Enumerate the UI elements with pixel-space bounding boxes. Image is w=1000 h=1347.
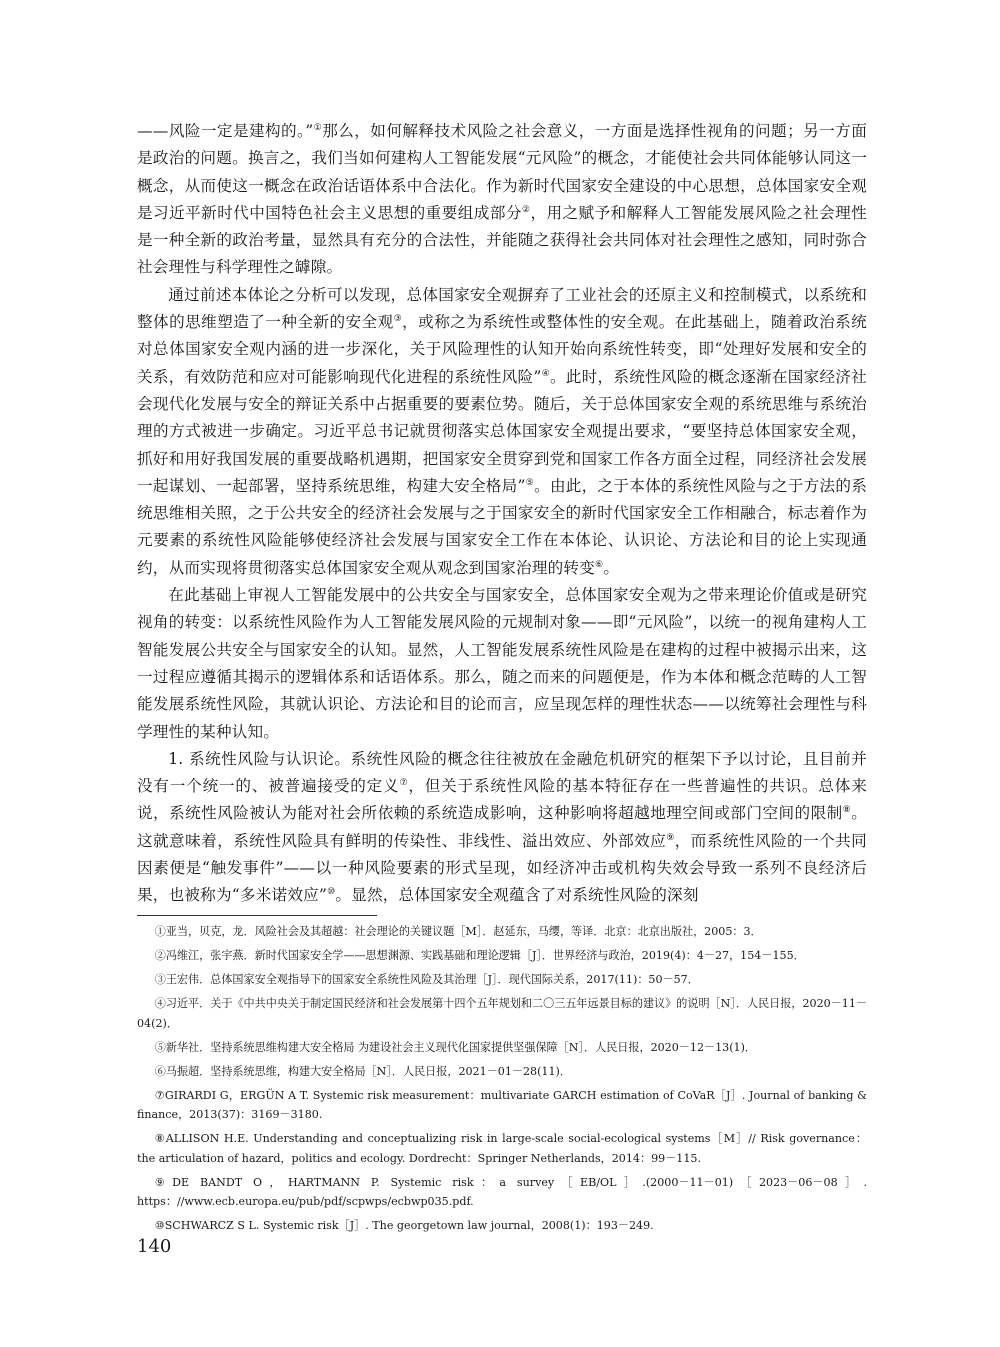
footnote-ref[interactable]: ⑥ <box>595 559 604 570</box>
footnote-ref[interactable]: ⑦ <box>399 777 409 788</box>
footnote-ref[interactable]: ③ <box>393 313 403 324</box>
text-span: 。由此，之于本体的系统性风险与之于方法的系统思维相关照，之于公共安全的经济社会发展与之于国家安全的新时代国家安全工作相融合，标志着作为元要素的系统性风险能够使经济社会发展与国家安全工作在本体论、认识论、方法论和目的论上实现通约，从而实现将贯彻落实总体国家安全观从观念到国家治理的转变 <box>137 476 867 577</box>
footnote-10: ⑩SCHWARCZ S L. Systemic risk［J］. The georgetown law journal，2008(1)：193－249. <box>154 1219 654 1232</box>
footnote-ref[interactable]: ⑧ <box>842 805 852 816</box>
footnote-2: ②冯维江，张宇燕．新时代国家安全学——思想渊源、实践基础和理论逻辑［J］．世界经济与政治，2019(4)：4－27，154－155． <box>154 949 805 962</box>
text-span: 1. 系统性风险与认识论。系统性风险的概念往往被放在金融危机研究的框架下予以讨论，且目前并没有一个统一的、被普遍接受的定义 <box>137 749 867 796</box>
footnote-ref[interactable]: ⑨ <box>666 832 675 843</box>
footnote-ref[interactable]: ⑩ <box>327 887 336 898</box>
footnote-divider <box>137 915 377 916</box>
text-span: ——风险一定是建构的。” <box>137 122 314 140</box>
text-span: 那么，如何解释技术风险之社会意义，一方面是选择性视角的问题；另一方面是政治的问题。换言之，我们当如何建构人工智能发展“元风险”的概念，才能使社会共同体能够认同这一概念，从而使这一概念在政治话语体系中合法化。作为新时代国家安全建设的中心思想，总体国家安全观是习近平新时代中国特色社会主义思想的重要组成部分 <box>137 122 867 222</box>
footnotes <box>137 922 867 1240</box>
paragraph-2 <box>137 282 867 582</box>
footnote-ref[interactable]: ④ <box>541 368 550 379</box>
footnote-8: ⑧ALLISON H.E. Understanding and conceptualizing risk in large-scale social-ecological systems［M］// Risk governance：the articulation of hazard，politics and ecology. Dordrecht：Springer Netherlands，2014：99－115. <box>137 1132 867 1165</box>
text-span: ，或称之为系统性或整体性的安全观。在此基础上，随着政治系统对总体国家安全观内涵的进一步深化，关于风险理性的认知开始向系统性转变，即“处理好发展和安全的关系，有效防范和应对可能影响现代化进程的系统性风险” <box>137 313 867 386</box>
text-span: 通过前述本体论之分析可以发现，总体国家安全观摒弃了工业社会的还原主义和控制模式，以系统和整体的思维塑造了一种全新的安全观 <box>137 285 867 332</box>
text-span: 。这就意味着，系统性风险具有鲜明的传染性、非线性、溢出效应、外部效应 <box>137 804 867 850</box>
footnote-5: ⑤新华社．坚持系统思维构建大安全格局 为建设社会主义现代化国家提供坚强保障［N］．人民日报，2020－12－13(1)． <box>154 1040 757 1054</box>
text-span: 在此基础上审视人工智能发展中的公共安全与国家安全，总体国家安全观为之带来理论价值或是研究视角的转变：以系统性风险作为人工智能发展风险的元规制对象——即“元风险”，以统一的视角建构人工智能发展公共安全与国家安全的认知。显然，人工智能发展系统性风险是在建构的过程中被揭示出来，这一过程应遵循其揭示的逻辑体系和话语体系。那么，随之而来的问题便是，作为本体和概念范畴的人工智能发展系统性风险，其就认识论、方法论和目的论而言，应呈现怎样的理性状态——以统筹社会理性与科学理性的某种认知。 <box>137 586 867 741</box>
text-span: 。 <box>603 558 620 577</box>
footnote-4: ④习近平．关于《中共中央关于制定国民经济和社会发展第十四个五年规划和二〇三五年远景目标的建议》的说明［N］．人民日报，2020－11－04(2)． <box>137 997 867 1030</box>
text-span: ，而系统性风险的一个共同因素便是“触发事件”——以一种风险要素的形式呈现，如经济冲击或机构失效会导致一系列不良经济后果，也被称为“多米诺效应” <box>137 831 867 905</box>
footnote-6: ⑥马振超．坚持系统思维，构建大安全格局［N］．人民日报，2021－01－28(11)． <box>154 1064 571 1078</box>
body-text <box>137 118 867 910</box>
footnote-9: ⑨DE BANDT O，HARTMANN P. Systemic risk：a survey［EB/OL］.(2000－11－01)［2023－06－08］. https：//www.ecb.europa.eu/pub/pdf/scpwps/ecbwp035.pdf. <box>137 1175 867 1208</box>
footnote-ref[interactable]: ① <box>313 122 323 133</box>
footnote-7: ⑦GIRARDI G，ERGÜN A T. Systemic risk measurement：multivariate GARCH estimation of CoVaR［J］. Journal of banking & finance，2013(37)：3169－3180. <box>137 1088 867 1121</box>
paragraph-3 <box>137 582 867 746</box>
text-span: 。显然，总体国家安全观蕴含了对系统性风险的深刻 <box>335 886 699 905</box>
text-span: 。此时，系统性风险的概念逐渐在国家经济社会现代化发展与安全的辩证关系中占据重要的要素位势。随后，关于总体国家安全观的系统思维与系统治理的方式被进一步确定。习近平总书记就贯彻落实总体国家安全观提出要求，“要坚持总体国家安全观，抓好和用好我国发展的重要战略机遇期，把国家安全贯穿到党和国家工作各方面全过程，同经济社会发展一起谋划、一起部署，坚持系统思维，构建大安全格局” <box>137 367 867 495</box>
paragraph-1 <box>137 118 867 282</box>
footnote-ref[interactable]: ⑤ <box>525 477 535 488</box>
text-span: ，但关于系统性风险的基本特征存在一些普遍性的共识。总体来说，系统性风险被认为能对社会所依赖的系统造成影响，这种影响将超越地理空间或部门空间的限制 <box>137 777 868 823</box>
footnote-ref[interactable]: ② <box>521 204 531 215</box>
paragraph-4 <box>137 746 867 910</box>
text-span: ，用之赋予和解释人工智能发展风险之社会理性是一种全新的政治考量，显然具有充分的合法性，并能随之获得社会共同体对社会理性之感知，同时弥合社会理性与科学理性之罅隙。 <box>137 203 867 277</box>
page-number: 140 <box>137 1236 172 1257</box>
footnote-1: ①亚当，贝克，龙．风险社会及其超越：社会理论的关键议题［M］．赵延东，马缨，等译．北京：北京出版社，2005：3． <box>154 925 762 938</box>
footnote-3: ③王宏伟．总体国家安全观指导下的国家安全系统性风险及其治理［J］．现代国际关系，2017(11)：50－57． <box>154 973 699 986</box>
